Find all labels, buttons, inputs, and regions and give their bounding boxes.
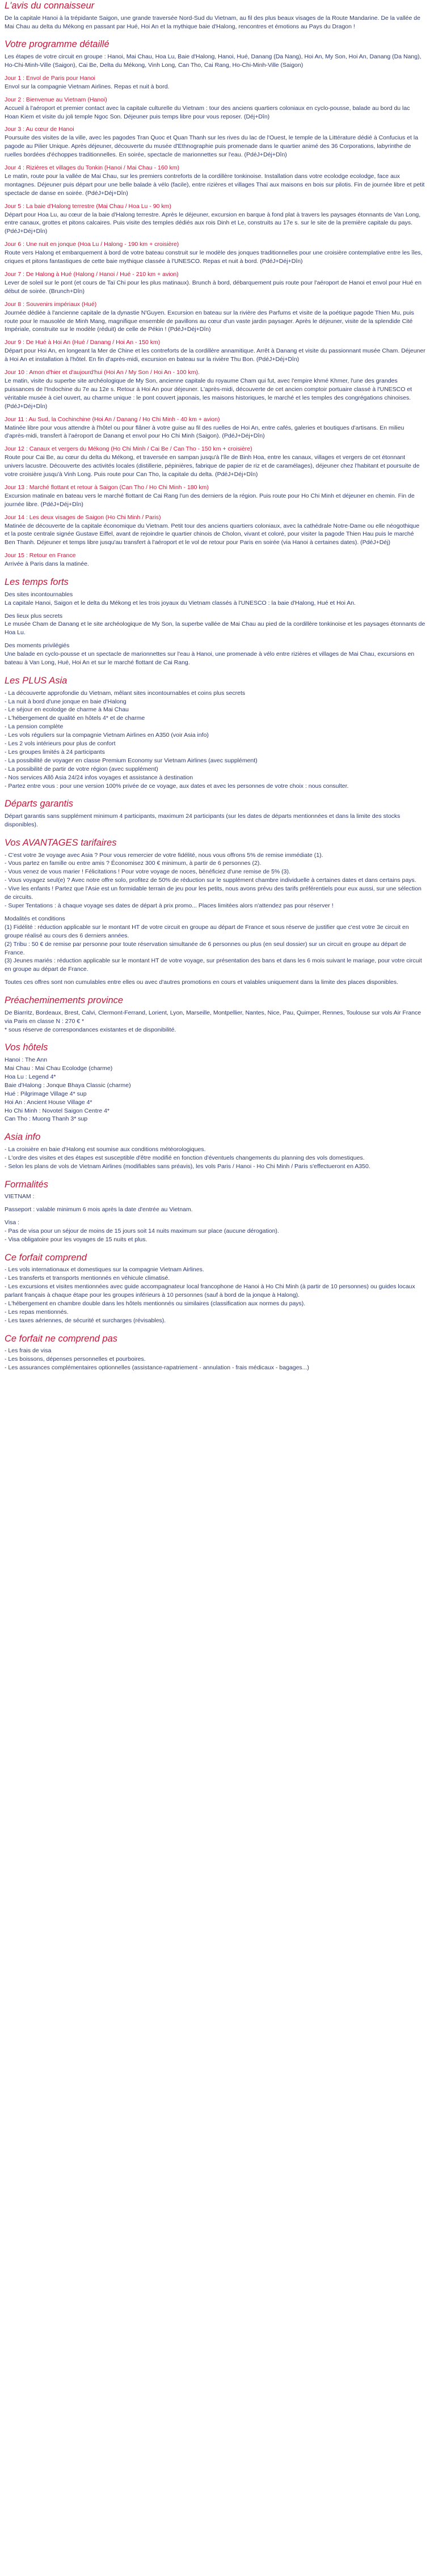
hotel-item: Baie d'Halong : Jonque Bhaya Classic (charme) (5, 1081, 131, 1089)
section-text: Départ garantis sans supplément minimum 4 participants, maximum 24 participants (sur les dates de départs mentionnées et dans la limite des stocks disponibles). (5, 813, 401, 828)
country-label: VIETNAM : (5, 1193, 35, 1200)
day-text: Route vers Halong et embarquement à bord de votre bateau construit sur le modèle des jonques traditionnelles pour une croisière contemplative entre les îles, criques et pitons fantastiques de cette baie mythique classée à l'UNESCO. Repas et nuit à bord. (PdéJ+Déj+Dîn) (5, 249, 423, 265)
conditions-list (5, 923, 425, 974)
temps-fort-item (5, 642, 425, 667)
comprend-item: - Les taxes aériennes, de sécurité et surcharges (révisables). (5, 1317, 166, 1324)
section-departs (5, 798, 425, 829)
temps-forts-list (5, 591, 425, 667)
info-item: - Selon les plans de vols de Vietnam Airlines (modifiables sans préavis), les vols Paris / Hanoi - Ho Chi Minh / Paris s'effectueront en A350. (5, 1162, 370, 1170)
avantage-item: - C'est votre 3e voyage avec Asia ? Pour vous remercier de votre fidélité, nous vous offrons 5% de remise immédiate (1). (5, 851, 323, 859)
plus-item: - La pension complète (5, 723, 64, 731)
avantage-item: - Vous partez en famille ou entre amis ? Économisez 300 € minimum, à partir de 6 personnes (2). (5, 860, 262, 867)
preach-note: * sous réserve de correspondances existantes et de disponibilité. (5, 1026, 176, 1033)
hotel-item: Hué : Pilgrimage Village 4* sup (5, 1090, 87, 1097)
temps-fort-text: Une balade en cyclo-pousse et un spectacle de marionnettes sur l'eau à Hanoi, une promenade à vélo entre rizières et villages de Mai Chau, excursions en bateau à Van Long, Hué, Hoi An et sur le marché flottant de Cai Rang. (5, 651, 415, 667)
ne-comprend-item: - Les assurances complémentaires optionnelles (assistance-rapatriement - annulation - frais médicaux - bagages...) (5, 1364, 309, 1372)
day-item (5, 240, 425, 266)
plus-list (5, 689, 425, 791)
comprend-item: - L'hébergement en chambre double dans les hôtels mentionnés ou similaires (classification aux normes du pays). (5, 1300, 306, 1308)
day-text: Excursion matinale en bateau vers le marché flottant de Cai Rang l'un des derniers de la région. Puis route pour Ho Chi Minh et déjeuner en chemin. Fin de journée libre. (PdéJ+Déj+Dîn) (5, 492, 415, 508)
day-text: Journée dédiée à l'ancienne capitale de la dynastie N'Guyen. Excursion en bateau sur la rivière des Parfums et visite de la poétique pagode Thien Mu, puis route pour le mausolée de Minh Mang, magnifique ensemble de pavillons au cœur d'un vaste jardin paysager. Après le déjeuner, visite de la splendide Cité Impériale, construite sur le modèle (réduit) de celle de Pékin ! (PdéJ+Déj+Dîn) (5, 309, 414, 333)
day-item (5, 202, 425, 236)
comprend-item: - Les excursions et visites mentionnées avec guide accompagnateur local francophone de Hanoi à Ho Chi Minh (à partir de 10 personnes) ou guides locaux parlant français à chaque étape pour les groupes inférieurs à 10 personnes (sauf à bord de la jonque à Halong). (5, 1283, 415, 1299)
hotel-list (5, 1056, 425, 1123)
day-item (5, 164, 425, 198)
avantage-item: - Vous venez de vous marier ! Félicitations ! Pour votre voyage de noces, bénéficiez d'une remise de 5% (3). (5, 868, 290, 876)
visa-title: Visa : (5, 1219, 20, 1227)
section-temps-forts (5, 576, 425, 667)
section-title: Préacheminements province (5, 995, 124, 1006)
info-list (5, 1145, 425, 1171)
day-title: Jour 10 : Amon d'hier et d'aujourd'hui (Hoi An / My Son / Hoi An - 100 km). (5, 369, 200, 376)
hotel-item: Hoi An : Ancient House Village 4* (5, 1098, 92, 1106)
conditions-title: Modalités et conditions (5, 915, 65, 922)
day-title: Jour 15 : Retour en France (5, 552, 76, 559)
temps-fort-item (5, 612, 425, 638)
day-item (5, 96, 425, 121)
visa-list (5, 1227, 425, 1244)
plus-item: - Partez entre vous : pour une version 100% privée de ce voyage, aux dates et avec les personnes de votre choix : nous consulter. (5, 782, 349, 790)
section-title: Vos AVANTAGES tarifaires (5, 837, 117, 848)
temps-fort-text: Le musée Cham de Danang et le site archéologique de My Son, la superbe vallée de Mai Chau au pied de la cordillère tonkinoise et les paysages étonnants de Hoa Lu. (5, 621, 425, 636)
condition-item: (2) Tribu : 50 € de remise par personne pour toute réservation simultanée de 6 personnes ou plus (en seul dossier) sur un circuit en groupe au départ de France. (5, 940, 406, 956)
hotel-item: Hanoi : The Ann (5, 1056, 48, 1064)
day-item (5, 445, 425, 479)
visa-item: - Visa obligatoire pour les voyages de 15 nuits et plus. (5, 1236, 147, 1243)
preach-text: De Biarritz, Bordeaux, Brest, Calvi, Clermont-Ferrand, Lorient, Lyon, Marseille, Montpellier, Nantes, Nice, Pau, Quimper, Rennes, Toulouse sur vols Air France via Paris en classe N : 270 € * (5, 1009, 421, 1025)
day-title: Jour 9 : De Hué à Hoi An (Hué / Danang / Hoi An - 150 km) (5, 339, 161, 346)
day-text: Lever de soleil sur le pont (et cours de Taï Chi pour les plus matinaux). Brunch à bord, débarquement puis route pour l'aéroport de Hanoi et envol pour Hué en début de soirée. (Brunch+Dîn) (5, 279, 421, 295)
passport-text: Passeport : valable minimum 6 mois après la date d'entrée au Vietnam. (5, 1206, 193, 1213)
plus-item: - Les groupes limités à 24 participants (5, 748, 105, 756)
day-title: Jour 5 : La baie d'Halong terrestre (Mai Chau / Hoa Lu - 90 km) (5, 202, 171, 210)
comprend-list (5, 1266, 425, 1325)
section-connaisseur (5, 0, 425, 31)
temps-fort-text: La capitale Hanoi, Saigon et le delta du Mékong et les trois joyaux du Vietnam classés à l'UNESCO : la baie d'Halong, Hué et Hoi An. (5, 599, 356, 606)
visa-item: - Pas de visa pour un séjour de moins de 15 jours soit 14 nuits maximum sur place (aucune dérogation). (5, 1228, 279, 1235)
plus-item: - La possibilité de voyager en classe Premium Economy sur Vietnam Airlines (avec supplément) (5, 757, 258, 764)
plus-item: - La nuit à bord d'une jonque en baie d'Halong (5, 698, 127, 705)
ne-comprend-item: - Les frais de visa (5, 1347, 52, 1355)
section-asia-info (5, 1131, 425, 1170)
day-item (5, 74, 425, 91)
section-title: Vos hôtels (5, 1042, 48, 1053)
day-title: Jour 3 : Au cœur de Hanoi (5, 126, 74, 133)
section-title: Votre programme détaillé (5, 39, 109, 50)
section-title: Les temps forts (5, 577, 69, 588)
day-title: Jour 7 : De Halong à Hué (Halong / Hanoi / Hué - 210 km + avion) (5, 271, 179, 278)
avantages-footer: Toutes ces offres sont non cumulables entre elles ou avec d'autres promotions en cours et valables uniquement dans la limite des places disponibles. (5, 979, 399, 986)
day-text: Départ pour Hoa Lu, au cœur de la baie d'Halong terrestre. Après le déjeuner, excursion en barque à fond plat à travers les paysages étonnants de Van Long, entre canaux, grottes et pitons calcaires. Puis visite des temples dédiés aux rois Dinh et Le, construits au 17e s. sur le site de la première capitale du pays. (PdéJ+Déj+Dîn) (5, 211, 421, 235)
day-text: Poursuite des visites de la ville, avec les pagodes Tran Quoc et Quan Thanh sur les rives du lac de l'Ouest, le temple de la Littérature dédié à Confucius et la pagode au Pilier Unique. Après déjeuner, découverte du musée d'Ethnographie puis promenade dans le quartier animé des 36 Corporations, labyrinthe de ruelles bordées d'échoppes traditionnelles. En soirée, spectacle de marionnettes sur l'eau. (PdéJ+Déj+Dîn) (5, 134, 419, 159)
section-ne-comprend (5, 1333, 425, 1372)
avantages-list (5, 851, 425, 910)
comprend-item: - Les repas mentionnés. (5, 1309, 69, 1315)
ne-comprend-item: - Les boissons, dépenses personnelles et pourboires. (5, 1356, 146, 1363)
day-item (5, 270, 425, 296)
day-text: Matinée de découverte de la capitale économique du Vietnam. Petit tour des anciens quartiers coloniaux, avec la cathédrale Notre-Dame ou elle néogothique et la poste centrale signée Gustave Eiffel, avant de rejoindre le quartier chinois de Cholon, vivant et coloré, pour visiter la pagode Thien Hau puis le marché Ben Thanh. Déjeuner et temps libre jusqu'au transfert à l'aéroport et le vol de retour pour Paris en soirée (via Hanoi à certaines dates). (PdéJ+Déj) (5, 522, 420, 546)
day-item (5, 415, 425, 441)
day-title: Jour 14 : Les deux visages de Saigon (Ho Chi Minh / Paris) (5, 513, 161, 521)
plus-item: - Le séjour en ecolodge de charme à Mai Chau (5, 706, 129, 714)
plus-item: - Les vols réguliers sur la compagnie Vietnam Airlines en A350 (voir Asia info) (5, 732, 209, 739)
plus-item: - La possibilité de partir de votre région (avec supplément) (5, 765, 158, 773)
day-item (5, 483, 425, 509)
section-title: Départs garantis (5, 799, 74, 809)
comprend-item: - Les vols internationaux et domestiques sur la compagnie Vietnam Airlines. (5, 1266, 204, 1274)
plus-item: - La découverte approfondie du Vietnam, mêlant sites incontournables et coins plus secrets (5, 689, 246, 697)
section-title: L'avis du connaisseur (5, 1, 95, 11)
day-title: Jour 13 : Marché flottant et retour à Saigon (Can Tho / Ho Chi Minh - 180 km) (5, 483, 209, 491)
section-programme (5, 39, 425, 568)
day-item (5, 300, 425, 334)
day-text: Départ pour Hoi An, en longeant la Mer de Chine et les contreforts de la cordillère annamitique. Arrêt à Danang et visite du passionnant musée Cham. Déjeuner à Hoi An et installation à l'hôtel. En fin d'après-midi, excursion en bateau sur la rivière Thu Bon. (PdéJ+Déj+Dîn) (5, 347, 425, 363)
temps-fort-heading: Des sites incontournables (5, 591, 73, 598)
section-text: De la capitale Hanoi à la trépidante Saigon, une grande traversée Nord-Sud du Vietnam, au fil des plus beaux visages de la Route Mandarine. De la vallée de Mai Chau au delta du Mékong en passant par Hué, Hoi An et la mythique baie d'Halong, rencontres et émotions au Pays du Dragon ! (5, 14, 420, 30)
info-item: - L'ordre des visites et des étapes est susceptible d'être modifié en fonction d'éventuels changements du planning des vols domestiques. (5, 1154, 365, 1161)
day-text: Route pour Cai Be, au cœur du delta du Mékong, et traversée en sampan jusqu'à l'île de Binh Hoa, entre les canaux, villages et vergers de cet étonnant univers lacustre. Découverte des activités locales (distillerie, pépinières, fabrique de papier de riz et de caramélages), déjeuner chez l'habitant et poursuite de votre croisière jusqu'à Vinh Long. Puis route pour Can Tho, la capitale du delta. (PdéJ+Déj+Dîn) (5, 454, 420, 478)
temps-fort-item (5, 591, 425, 608)
section-comprend (5, 1252, 425, 1325)
day-title: Jour 8 : Souvenirs impériaux (Hué) (5, 300, 97, 308)
day-text: Le matin, route pour la vallée de Mai Chau, sur les premiers contreforts de la cordillère tonkinoise. Installation dans votre ecolodge ecolodge, face aux montagnes. Déjeuner puis départ pour une belle balade à vélo (facile), entre rizières et villages Thaï aux maisons en bois sur pilotis. Fin de journée libre et petit spectacle de danse en soirée. (PdéJ+Déj+Dîn) (5, 172, 425, 197)
plus-item: - L'hébergement de qualité en hôtels 4* et de charme (5, 715, 145, 722)
plus-item: - Les 2 vols intérieurs pour plus de confort (5, 740, 116, 748)
section-hotels (5, 1042, 425, 1123)
condition-item: (1) Fidélité : réduction applicable sur le montant HT de votre circuit en groupe au départ de France et sous réserve de justifier que c'est votre 3e circuit en groupe réalisé au cours des 6 derniers années. (5, 923, 409, 939)
day-title: Jour 2 : Bienvenue au Vietnam (Hanoi) (5, 96, 107, 103)
day-item (5, 513, 425, 548)
hotel-item: Hoa Lu : Legend 4* (5, 1073, 56, 1080)
day-item (5, 338, 425, 364)
day-text: Arrivée à Paris dans la matinée. (5, 561, 89, 568)
section-formalites (5, 1179, 425, 1244)
day-text: Envol sur la compagnie Vietnam Airlines. Repas et nuit à bord. (5, 83, 170, 90)
day-title: Jour 12 : Canaux et vergers du Mékong (Ho Chi Minh / Cai Be / Can Tho - 150 km + croisière) (5, 445, 252, 453)
section-plus-asia (5, 675, 425, 791)
day-item (5, 125, 425, 159)
day-title: Jour 11 : Au Sud, la Cochinchine (Hoi An / Danang / Ho Chi Minh - 40 km + avion) (5, 415, 220, 423)
day-title: Jour 4 : Rizières et villages du Tonkin (Hanoi / Mai Chau - 160 km) (5, 164, 179, 172)
temps-fort-heading: Des moments privilégiés (5, 642, 70, 650)
day-title: Jour 6 : Une nuit en jonque (Hoa Lu / Halong - 190 km + croisière) (5, 241, 179, 248)
day-text: Accueil à l'aéroport et premier contact avec la capitale culturelle du Vietnam : tour des anciens quartiers coloniaux en cyclo-pousse, balade au bord du lac Hoan Kiem et visite du joli temple Ngoc Son. Déjeuner puis temps libre pour vous reposer. (Déj+Dîn) (5, 104, 410, 120)
hotel-item: Can Tho : Muong Thanh 3* sup (5, 1115, 88, 1123)
section-title: Asia info (5, 1132, 41, 1143)
info-item: - La croisière en baie d'Halong est soumise aux conditions météorologiques. (5, 1145, 206, 1153)
programme-intro: Les étapes de votre circuit en groupe : Hanoi, Mai Chau, Hoa Lu, Baie d'Halong, Hanoi, Hué, Danang (Da Nang), Hoi An, My Son, Hoi An, Danang (Da Nang), Ho-Chi-Minh-Ville (Saigon), Cai Be, Delta du Mékong, Vinh Long, Can Tho, Cai Rang, Ho-Chi-Minh-Ville (Saigon) (5, 53, 421, 69)
temps-fort-heading: Des lieux plus secrets (5, 612, 63, 619)
day-item (5, 551, 425, 568)
day-title: Jour 1 : Envol de Paris pour Hanoi (5, 74, 95, 82)
section-title: Formalités (5, 1179, 49, 1190)
day-text: Matinée libre pour vous attendre à l'hôtel ou pour flâner à votre guise au fil des ruelles de Hoi An, entre cafés, galeries et boutiques d'artisans. En milieu d'après-midi, transfert à l'aéroport de Danang et envol pour Ho Chi Minh (Saigon). (PdéJ+Déj+Dîn) (5, 424, 404, 440)
avantage-item: - Super Tentations : à chaque voyage ses dates de départ à prix promo... Places limitées alors n'attendez pas pour réserver ! (5, 902, 334, 909)
day-text: Le matin, visite du superbe site archéologique de My Son, ancienne capitale du royaume Cham qui fut, avec l'empire khmé Khmer, l'une des grandes puissances de l'Indochine du 7e au 12e s. Retour à Hoi An pour déjeuner. L'après-midi, découverte de cet ancien comptoir portuaire classé à l'UNESCO et véritable musée à ciel ouvert, au charme unique : le pont couvert japonais, les maisons historiques, le marché et les temples des congrégations chinoises. (PdéJ+Déj+Dîn) (5, 377, 412, 410)
plus-item: - Nos services Allô Asia 24/24 infos voyages et assistance à destination (5, 774, 193, 781)
avantage-item: - Vive les enfants ! Partez que l'Asie est un formidable terrain de jeu pour les petits, nous avons prévu des tarifs préférentiels pour eux aussi, sur une sélection de circuits. (5, 885, 421, 901)
day-item (5, 368, 425, 411)
condition-item: (3) Jeunes mariés : réduction applicable sur le montant HT de votre voyage, sur présentation des bans et dans les 6 mois suivant le mariage, pour votre circuit en groupe au départ de France. (5, 957, 422, 973)
day-list (5, 74, 425, 568)
section-title: Ce forfait ne comprend pas (5, 1333, 118, 1344)
section-title: Ce forfait comprend (5, 1252, 87, 1263)
ne-comprend-list (5, 1347, 425, 1372)
section-preacheminements (5, 995, 425, 1034)
section-title: Les PLUS Asia (5, 675, 68, 686)
comprend-item: - Les transferts et transports mentionnés en véhicule climatisé. (5, 1275, 170, 1282)
section-avantages (5, 837, 425, 987)
hotel-item: Ho Chi Minh : Novotel Saigon Centre 4* (5, 1107, 110, 1114)
hotel-item: Mai Chau : Mai Chau Ecolodge (charme) (5, 1065, 113, 1072)
avantage-item: - Vous voyagez seul(e) ? Avec notre offre solo, profitez de 50% de réduction sur le supplément chambre individuelle à certaines dates et dans certains pays. (5, 877, 416, 884)
